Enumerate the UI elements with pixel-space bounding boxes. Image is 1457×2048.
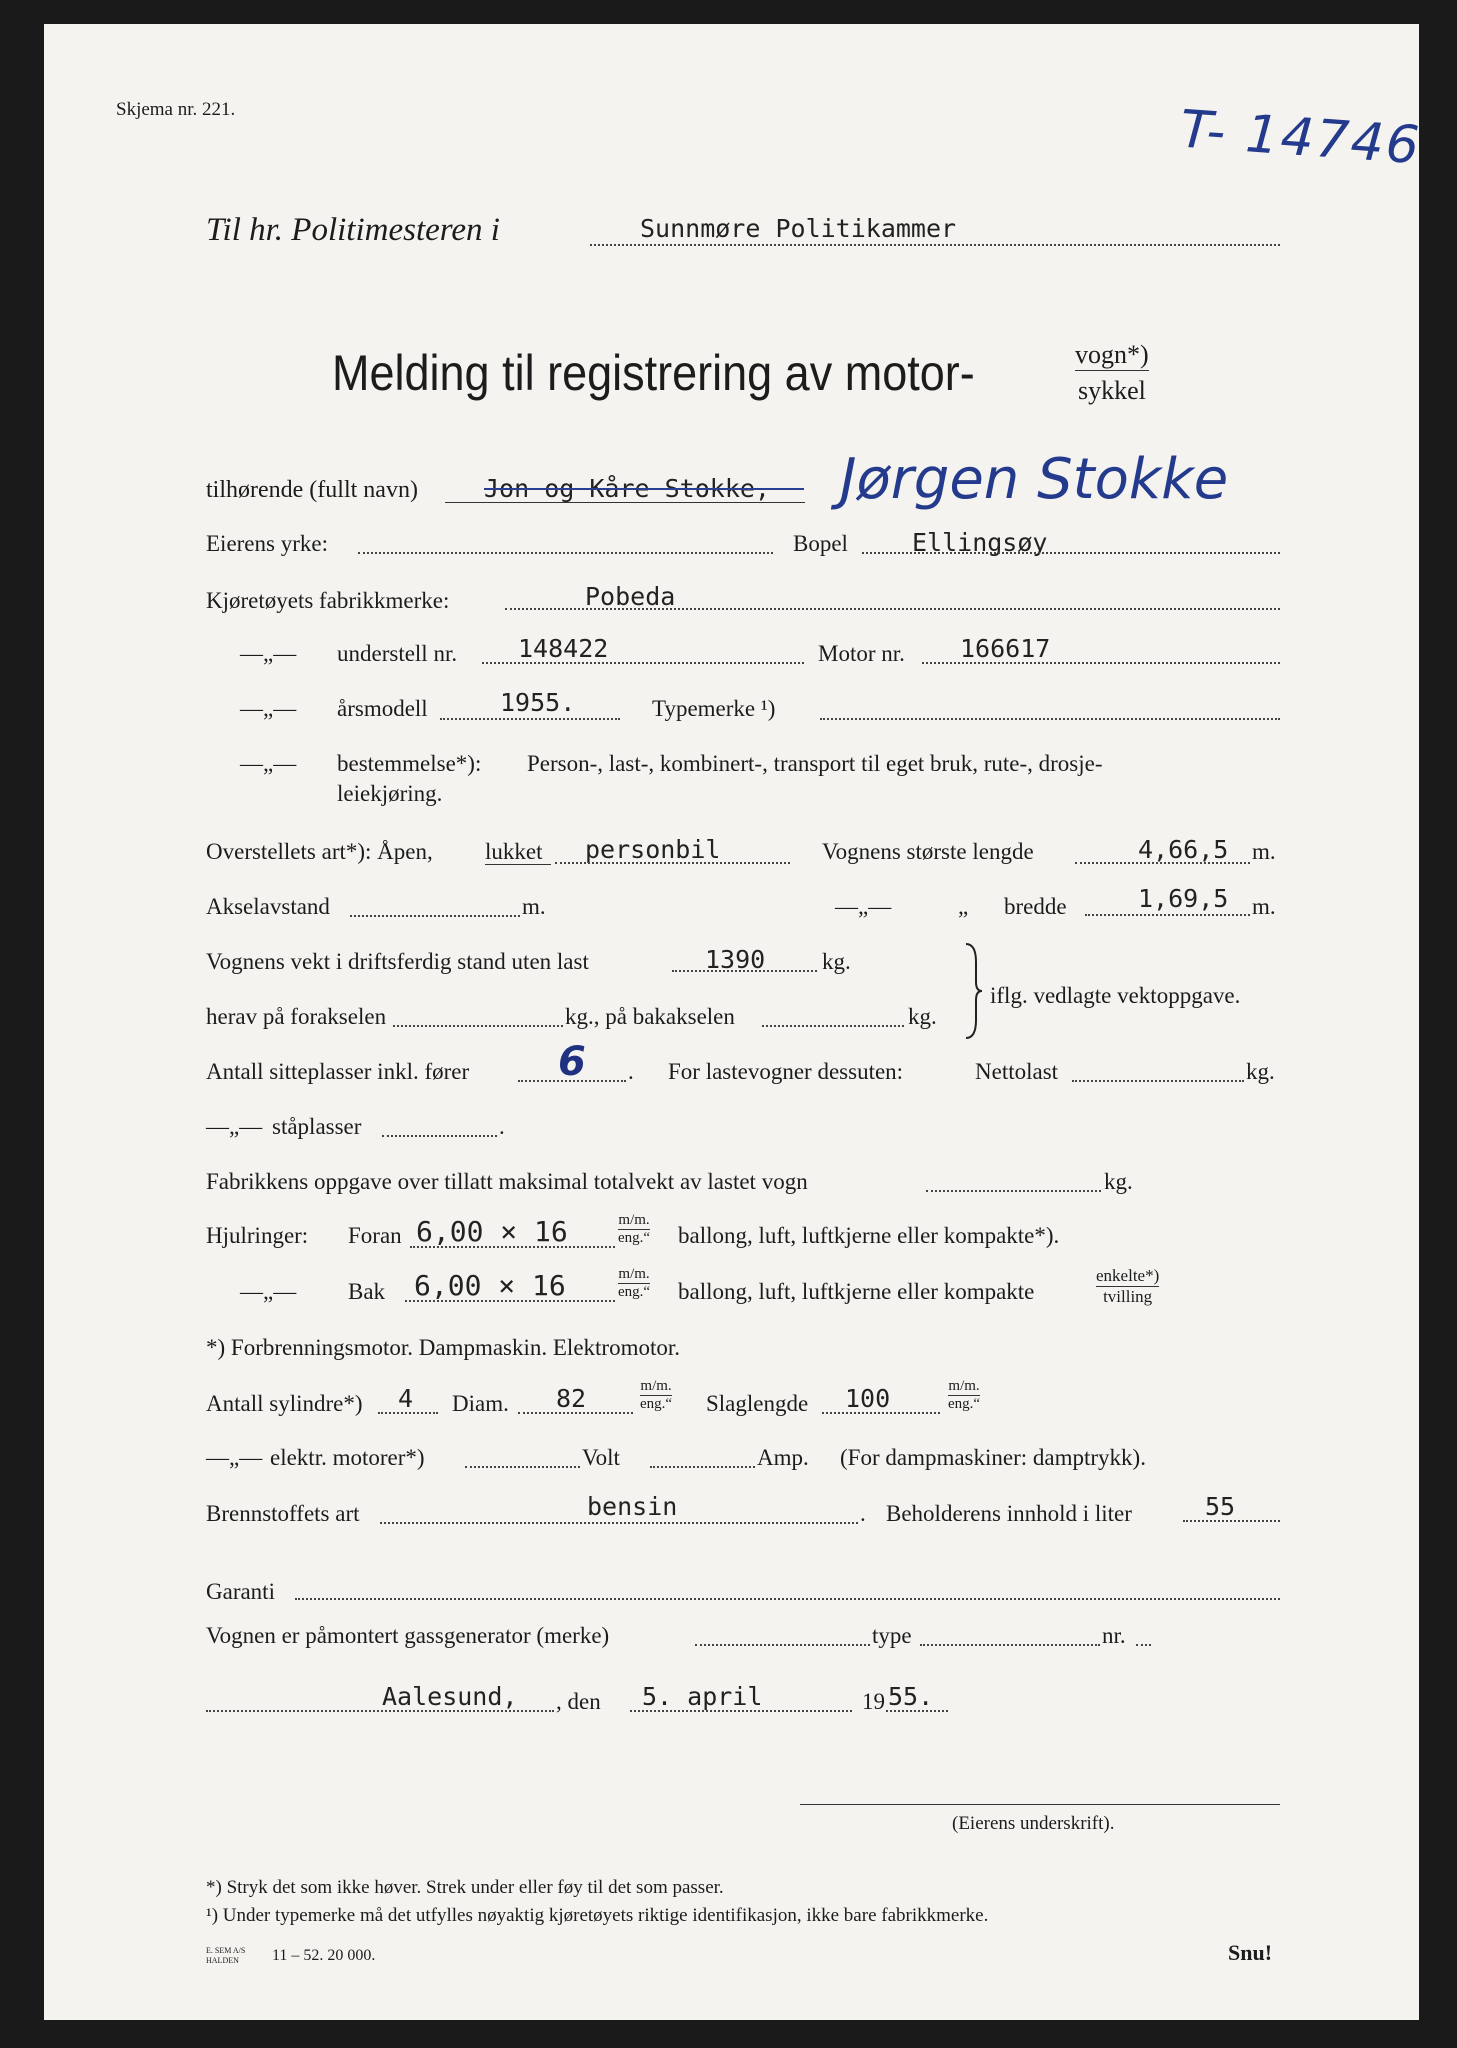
gas-type-label: type	[872, 1623, 912, 1648]
motor-line	[922, 662, 1280, 664]
date-value: 5. april	[642, 1682, 763, 1711]
fuel-value: bensin	[587, 1492, 678, 1521]
diam-unit: m/m. eng.“	[640, 1378, 673, 1412]
year-line	[886, 1710, 948, 1712]
amp-line	[650, 1466, 755, 1468]
cylinders-line	[378, 1412, 438, 1414]
net-load-unit: kg.	[1246, 1059, 1275, 1084]
amp-label: Amp.	[757, 1445, 809, 1470]
tires-label: Hjulringer:	[206, 1223, 309, 1248]
length-label: Vognens største lengde	[822, 839, 1034, 864]
date-den: , den	[556, 1689, 601, 1714]
owner-line	[445, 502, 805, 503]
rear-tire-line	[405, 1300, 615, 1302]
chassis-value: 148422	[518, 634, 609, 663]
weight-brace	[962, 942, 984, 1040]
standing-label: ståplasser	[272, 1114, 362, 1139]
rear-axle-unit: kg.	[908, 1004, 937, 1029]
seats-period: .	[628, 1059, 634, 1084]
residence-value: Ellingsøy	[912, 528, 1048, 557]
width-unit: m.	[1252, 894, 1276, 919]
length-unit: m.	[1252, 839, 1276, 864]
printer-city: HALDEN	[206, 1956, 239, 1965]
volt-line	[465, 1466, 580, 1468]
rear-axle-label: kg., på bakakselen	[565, 1004, 735, 1029]
title-vogn: vogn*)	[1075, 340, 1149, 369]
gas-generator-label: Vognen er påmontert gassgenerator (merke)	[206, 1623, 610, 1648]
purpose-options: Person-, last-, kombinert-, transport til eget bruk, rute-, drosje-	[527, 751, 1103, 776]
guarantee-line	[295, 1598, 1280, 1600]
front-tire-unit: m/m. eng.“	[618, 1212, 651, 1246]
net-load-label: Nettolast	[975, 1059, 1059, 1084]
width-label: bredde	[1004, 894, 1067, 919]
volt-label: Volt	[582, 1445, 620, 1470]
date-line	[630, 1710, 852, 1712]
signature-label: (Eierens underskrift).	[952, 1813, 1115, 1834]
form-title: Melding til registrering av motor-	[332, 345, 975, 401]
owner-typed-name: Jon og Kåre Stokke,	[484, 474, 770, 503]
ditto-1: —„—	[240, 641, 297, 666]
front-axle-label: herav på forakselen	[206, 1004, 387, 1029]
print-run: 11 – 52. 20 000.	[272, 1947, 376, 1964]
capacity-label: Beholderens innhold i liter	[886, 1501, 1132, 1526]
motor-label: Motor nr.	[818, 641, 905, 666]
fuel-label: Brennstoffets art	[206, 1501, 360, 1526]
ditto-2: —„—	[240, 696, 297, 721]
model-year-value: 1955.	[500, 688, 576, 717]
title-sykkel: sykkel	[1078, 376, 1146, 405]
model-year-label: årsmodell	[337, 696, 428, 721]
weight-line	[672, 970, 817, 972]
archive-number: T- 14746	[1178, 99, 1423, 177]
turn-over-note: Snu!	[1228, 1940, 1273, 1965]
residence-label: Bopel	[793, 531, 848, 556]
front-tire-types: ballong, luft, luftkjerne eller kompakte*).	[678, 1223, 1060, 1248]
weight-value: 1390	[705, 945, 766, 974]
guarantee-label: Garanti	[206, 1579, 275, 1604]
purpose-options-cont: leiekjøring.	[337, 781, 443, 806]
motor-value: 166617	[960, 634, 1051, 663]
seats-line	[518, 1080, 626, 1082]
weight-label: Vognens vekt i driftsferdig stand uten last	[206, 949, 589, 974]
seats-value: 6	[558, 1039, 586, 1085]
rear-tire-types: ballong, luft, luftkjerne eller kompakte	[678, 1279, 1035, 1304]
length-line	[1075, 862, 1250, 864]
diam-value: 82	[556, 1384, 587, 1413]
ditto-3: —„—	[240, 751, 297, 776]
year-value: 55.	[888, 1682, 934, 1711]
capacity-line	[1183, 1520, 1280, 1522]
weight-note: iflg. vedlagte vektoppgave.	[990, 983, 1241, 1008]
standing-period: .	[499, 1114, 505, 1139]
cargo-label: For lastevogner dessuten:	[668, 1059, 904, 1084]
diam-label: Diam.	[452, 1391, 509, 1416]
body-lukket: lukket	[485, 839, 543, 864]
addressee-value: Sunnmøre Politikammer	[640, 214, 957, 243]
motor-types: *) Forbrenningsmotor. Dampmaskin. Elektromotor.	[206, 1335, 681, 1360]
width-line	[1085, 914, 1250, 916]
addressee-line	[590, 244, 1280, 246]
cylinders-value: 4	[398, 1384, 414, 1413]
max-weight-line	[926, 1190, 1101, 1192]
ditto-4: —„—	[835, 894, 892, 919]
occupation-label: Eierens yrke:	[206, 531, 328, 556]
standing-line	[382, 1135, 497, 1137]
body-line	[555, 862, 790, 864]
stroke-line	[822, 1412, 940, 1414]
make-line	[505, 608, 1280, 610]
front-axle-line	[393, 1025, 563, 1027]
single-twin-fraction: enkelte*) tvilling	[1096, 1266, 1160, 1306]
make-label: Kjøretøyets fabrikkmerke:	[206, 588, 450, 613]
owner-name-strikethrough	[484, 488, 804, 490]
ditto-7: —„—	[206, 1445, 263, 1470]
diam-line	[518, 1412, 633, 1414]
rear-tire-unit: m/m. eng.“	[618, 1266, 651, 1300]
width-value: 1,69,5	[1138, 884, 1229, 913]
century-label: 19	[862, 1689, 885, 1714]
gas-type-line	[920, 1644, 1100, 1646]
stroke-unit: m/m. eng.“	[948, 1378, 981, 1412]
owner-label: tilhørende (fullt navn)	[206, 477, 418, 503]
body-value: personbil	[585, 835, 721, 864]
type-label: Typemerke ¹)	[652, 696, 776, 721]
rear-tire-label: Bak	[348, 1279, 386, 1304]
chassis-label: understell nr.	[337, 641, 458, 666]
steam-note: (For dampmaskiner: damptrykk).	[840, 1445, 1146, 1470]
length-value: 4,66,5	[1138, 835, 1229, 864]
rear-axle-line	[762, 1025, 904, 1027]
body-label: Overstellets art*): Åpen,	[206, 839, 433, 864]
form-number: Skjema nr. 221.	[116, 99, 236, 120]
occupation-line	[358, 552, 773, 554]
printer-name: E. SEM A/S	[206, 1946, 246, 1955]
front-tire-label: Foran	[348, 1223, 402, 1248]
max-weight-label: Fabrikkens oppgave over tillatt maksimal totalvekt av lastet vogn	[206, 1169, 808, 1194]
chassis-line	[482, 662, 804, 664]
weight-unit: kg.	[822, 949, 851, 974]
electric-label: elektr. motorer*)	[270, 1445, 425, 1470]
addressee-label: Til hr. Politimesteren i	[206, 212, 500, 248]
ditto-5: —„—	[206, 1114, 263, 1139]
purpose-label: bestemmelse*):	[337, 751, 482, 776]
residence-line	[862, 552, 1280, 554]
max-weight-unit: kg.	[1104, 1169, 1133, 1194]
place-line	[206, 1710, 554, 1712]
rear-tire-value: 6,00 × 16	[414, 1269, 566, 1302]
make-value: Pobeda	[585, 582, 676, 611]
fuel-period: .	[860, 1501, 866, 1526]
cylinders-label: Antall sylindre*)	[206, 1391, 363, 1416]
ditto-6: —„—	[240, 1279, 297, 1304]
owner-handwritten-name: Jørgen Stokke	[840, 447, 1229, 512]
gas-nr-label: nr.	[1102, 1623, 1126, 1648]
signature-line	[800, 1804, 1280, 1805]
front-tire-line	[410, 1246, 615, 1248]
capacity-value: 55	[1205, 1492, 1236, 1521]
stroke-value: 100	[845, 1384, 891, 1413]
axle-line	[350, 915, 520, 917]
axle-unit: m.	[522, 894, 546, 919]
front-tire-value: 6,00 × 16	[416, 1215, 568, 1248]
place-value: Aalesund,	[382, 1682, 518, 1711]
ditto-quote: „	[958, 894, 969, 919]
gas-generator-line	[695, 1644, 870, 1646]
axle-label: Akselavstand	[206, 894, 330, 919]
lukket-underline	[485, 864, 551, 865]
footnote-1: *) Stryk det som ikke høver. Strek under eller føy til det som passer.	[206, 1877, 724, 1898]
type-line	[820, 718, 1280, 720]
footnote-2: ¹) Under typemerke må det utfylles nøyaktig kjøretøyets riktige identifikasjon, ikke bare fabrikkmerke.	[206, 1905, 989, 1926]
stroke-label: Slaglengde	[706, 1391, 809, 1416]
net-load-line	[1072, 1080, 1244, 1082]
gas-nr-line	[1136, 1644, 1151, 1646]
fuel-line	[380, 1522, 858, 1524]
model-year-line	[440, 718, 620, 720]
seats-label: Antall sitteplasser inkl. fører	[206, 1059, 470, 1084]
